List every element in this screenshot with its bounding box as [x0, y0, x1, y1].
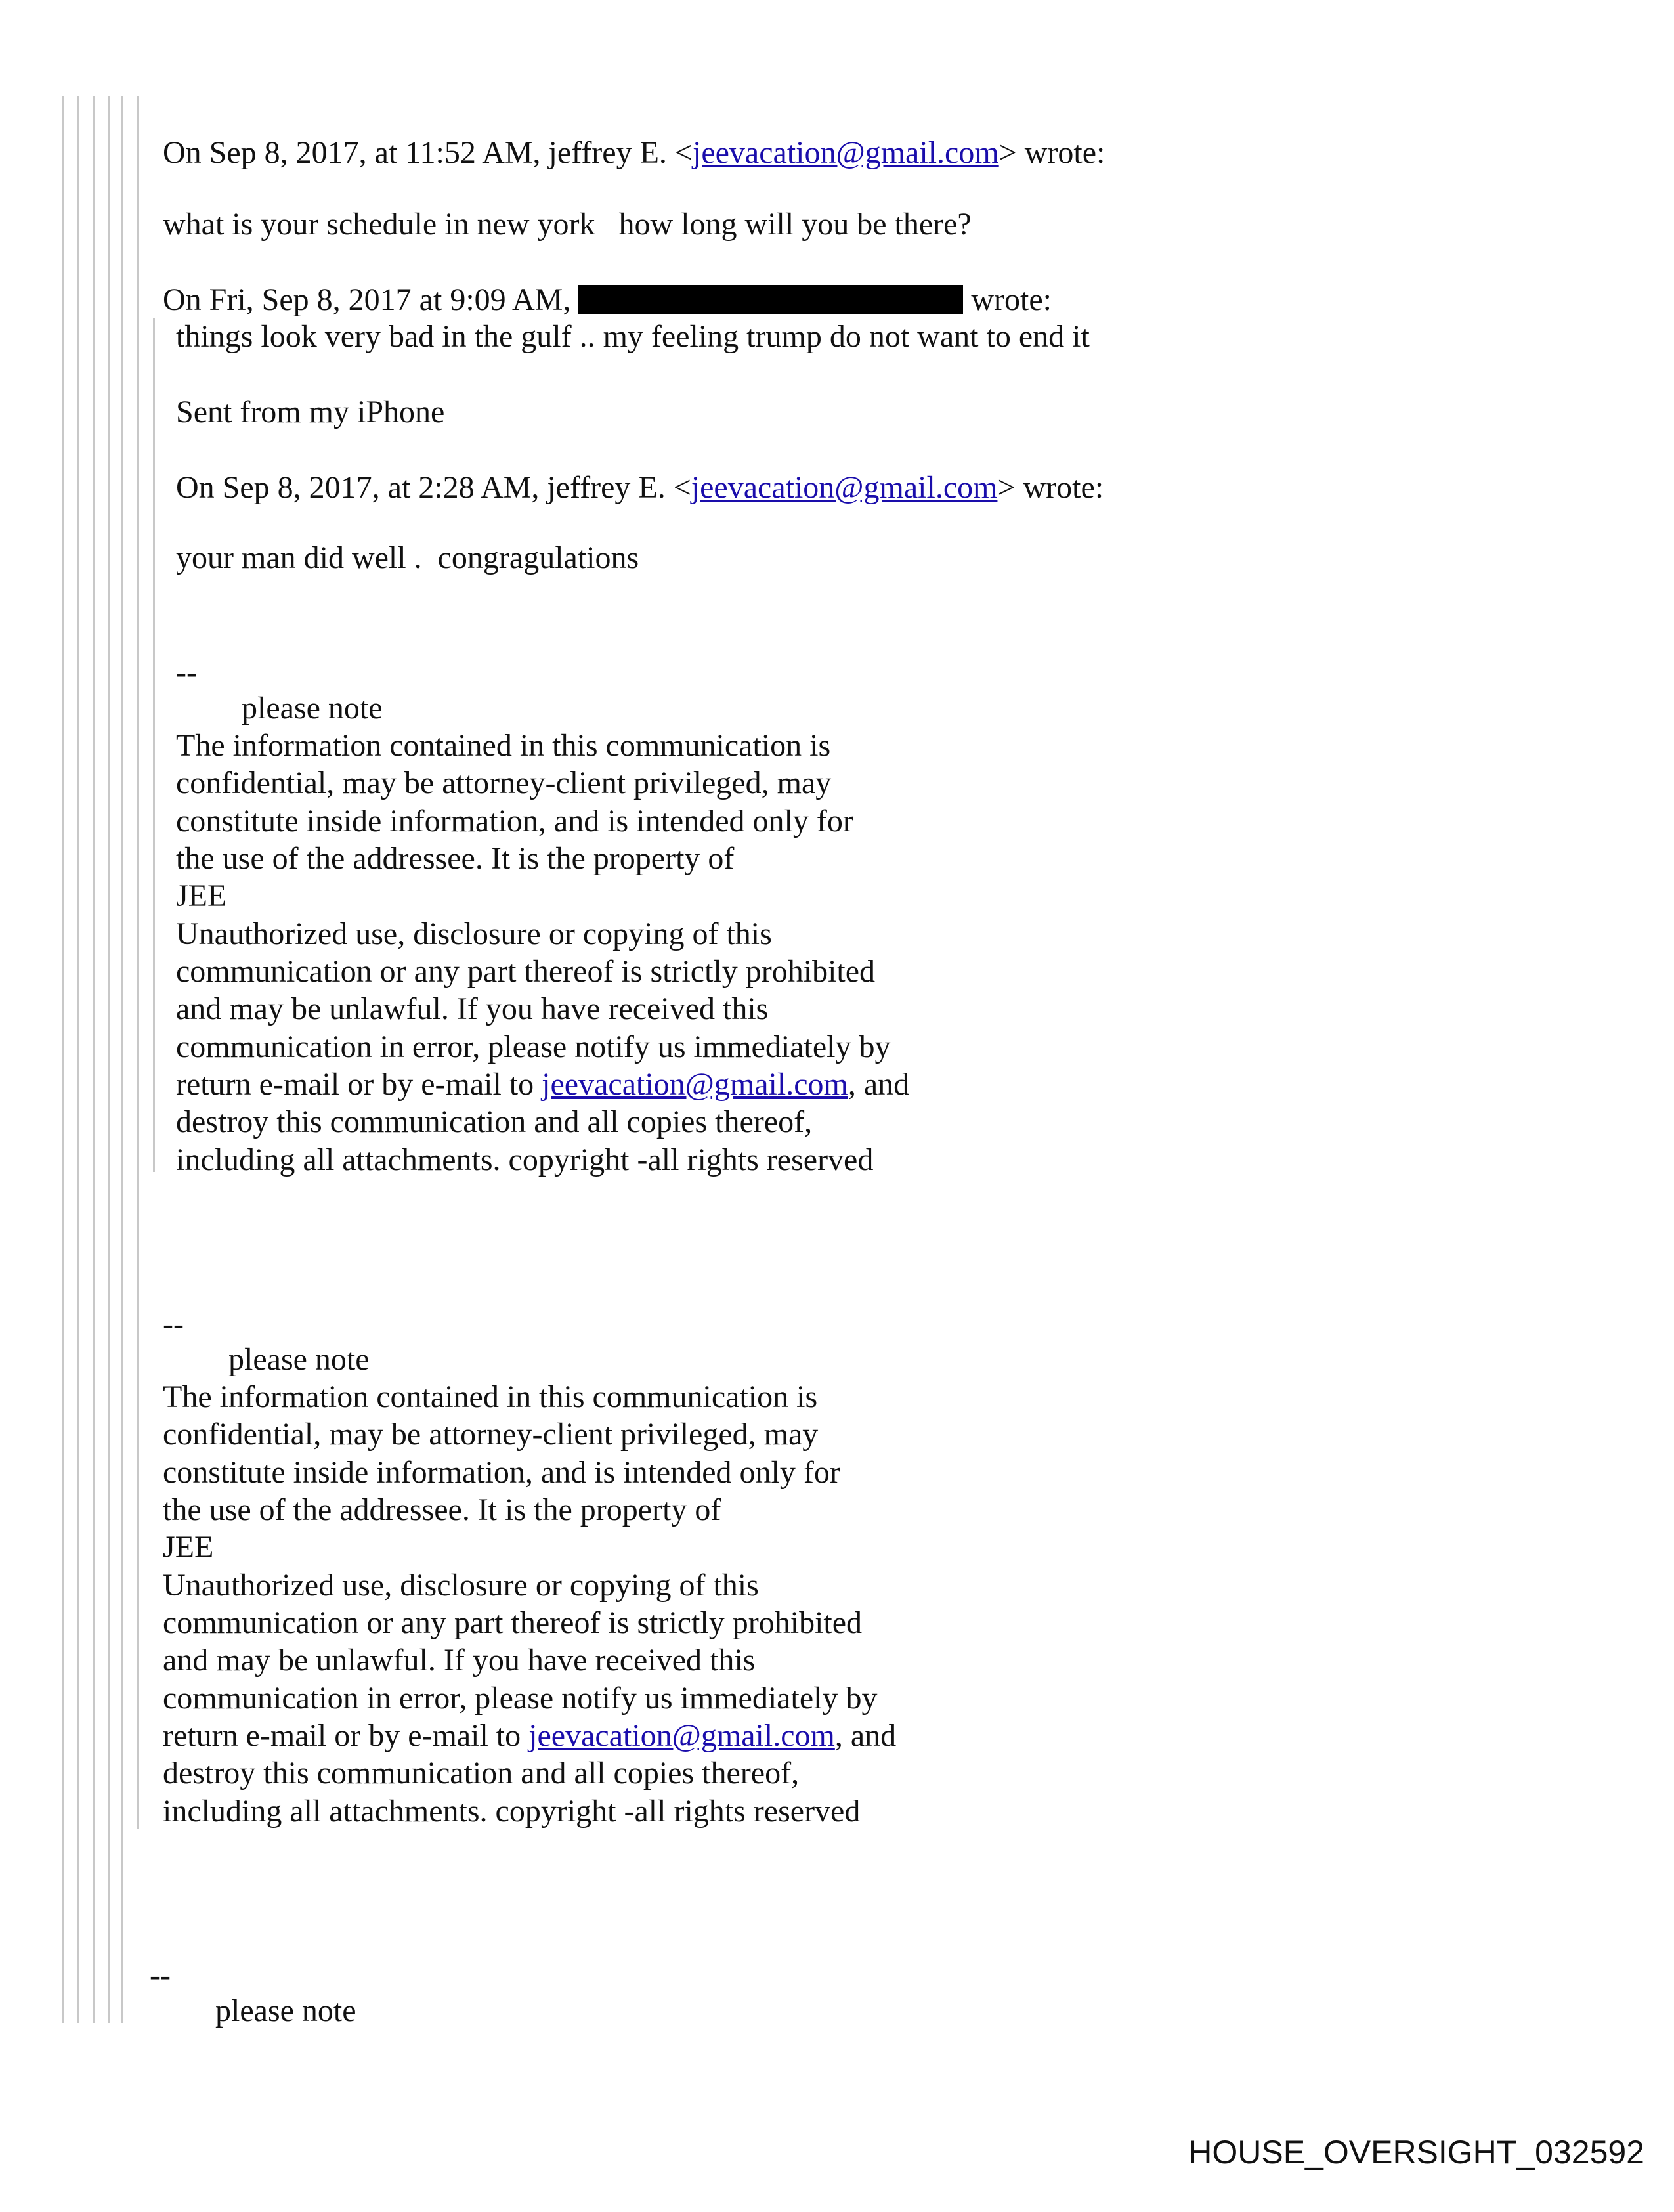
msg1-sender-email-link[interactable]: jeevacation@gmail.com	[692, 135, 999, 170]
disclaimer-2-email-link[interactable]: jeevacation@gmail.com	[528, 1718, 835, 1753]
disclaimer-1-line-1: The information contained in this communication is	[176, 728, 831, 763]
redaction-block	[578, 285, 963, 314]
msg3-header-prefix: On Sep 8, 2017, at 2:28 AM, jeffrey E. <	[176, 470, 691, 505]
msg3-header	[176, 469, 1104, 507]
disclaimer-1-return-suffix: , and	[848, 1067, 910, 1102]
disclaimer-2-line-3: constitute inside information, and is intended only for	[163, 1455, 840, 1490]
msg3-body: your man did well . congragulations	[176, 540, 639, 575]
disclaimer-1-closing-2: including all attachments. copyright -all rights reserved	[176, 1142, 874, 1177]
quote-bar-6	[137, 96, 139, 1829]
msg3-header-suffix: > wrote:	[997, 470, 1104, 505]
disclaimer-3-separator: --	[150, 1958, 171, 1993]
disclaimer-1-line-2: confidential, may be attorney-client privileged, may	[176, 766, 832, 800]
msg2-signature: Sent from my iPhone	[176, 395, 445, 429]
disclaimer-2-line-5: JEE	[163, 1530, 214, 1565]
quote-bar-3	[93, 96, 95, 2023]
msg2-header	[163, 281, 1052, 319]
disclaimer-2-line-6: Unauthorized use, disclosure or copying of this	[163, 1568, 759, 1603]
quote-bar-2	[77, 96, 79, 2023]
disclaimer-1-heading: please note	[242, 691, 383, 726]
disclaimer-1-line-4: the use of the addressee. It is the property of	[176, 841, 735, 876]
msg2-body: things look very bad in the gulf .. my feeling trump do not want to end it	[176, 319, 1090, 354]
disclaimer-2-line-2: confidential, may be attorney-client privileged, may	[163, 1417, 819, 1452]
msg1-header	[163, 134, 1105, 172]
disclaimer-1-line-8: and may be unlawful. If you have received this	[176, 991, 769, 1026]
disclaimer-2-return-prefix: return e-mail or by e-mail to	[163, 1718, 529, 1753]
disclaimer-2-closing-1: destroy this communication and all copies thereof,	[163, 1756, 800, 1790]
disclaimer-1-line-5: JEE	[176, 878, 227, 913]
disclaimer-1-return-line	[176, 1066, 909, 1104]
quote-bar-7	[153, 318, 155, 1172]
disclaimer-1-line-3: constitute inside information, and is intended only for	[176, 804, 853, 838]
msg2-header-suffix: wrote:	[963, 282, 1052, 317]
disclaimer-2-line-9: communication in error, please notify us immediately by	[163, 1681, 878, 1716]
disclaimer-1-return-prefix: return e-mail or by e-mail to	[176, 1067, 542, 1102]
msg1-header-prefix: On Sep 8, 2017, at 11:52 AM, jeffrey E. <	[163, 135, 693, 170]
disclaimer-1-separator: --	[176, 655, 197, 690]
disclaimer-2-return-suffix: , and	[834, 1718, 897, 1753]
disclaimer-1-line-6: Unauthorized use, disclosure or copying of this	[176, 917, 772, 951]
disclaimer-3-heading: please note	[215, 1993, 356, 2028]
disclaimer-2-line-7: communication or any part thereof is strictly prohibited	[163, 1605, 863, 1640]
disclaimer-2-separator: --	[163, 1307, 184, 1341]
quote-bar-1	[62, 96, 64, 2023]
msg2-header-prefix: On Fri, Sep 8, 2017 at 9:09 AM,	[163, 282, 579, 317]
disclaimer-2-line-1: The information contained in this communication is	[163, 1379, 818, 1414]
msg1-body: what is your schedule in new york how long will you be there?	[163, 207, 972, 242]
disclaimer-2-heading: please note	[228, 1342, 370, 1377]
disclaimer-1-closing-1: destroy this communication and all copies thereof,	[176, 1104, 813, 1139]
disclaimer-2-closing-2: including all attachments. copyright -all rights reserved	[163, 1794, 861, 1829]
disclaimer-2-return-line	[163, 1717, 896, 1755]
disclaimer-2-line-4: the use of the addressee. It is the property of	[163, 1492, 721, 1527]
msg1-header-suffix: > wrote:	[998, 135, 1105, 170]
msg3-sender-email-link[interactable]: jeevacation@gmail.com	[691, 470, 998, 505]
bates-number: HOUSE_OVERSIGHT_032592	[1188, 2134, 1644, 2171]
disclaimer-1-line-7: communication or any part thereof is strictly prohibited	[176, 954, 876, 989]
disclaimer-1-email-link[interactable]: jeevacation@gmail.com	[542, 1067, 848, 1102]
disclaimer-1-line-9: communication in error, please notify us immediately by	[176, 1030, 891, 1064]
disclaimer-2-line-8: and may be unlawful. If you have received this	[163, 1643, 756, 1678]
quote-bar-4	[108, 96, 110, 2023]
quote-bar-5	[121, 96, 123, 2023]
